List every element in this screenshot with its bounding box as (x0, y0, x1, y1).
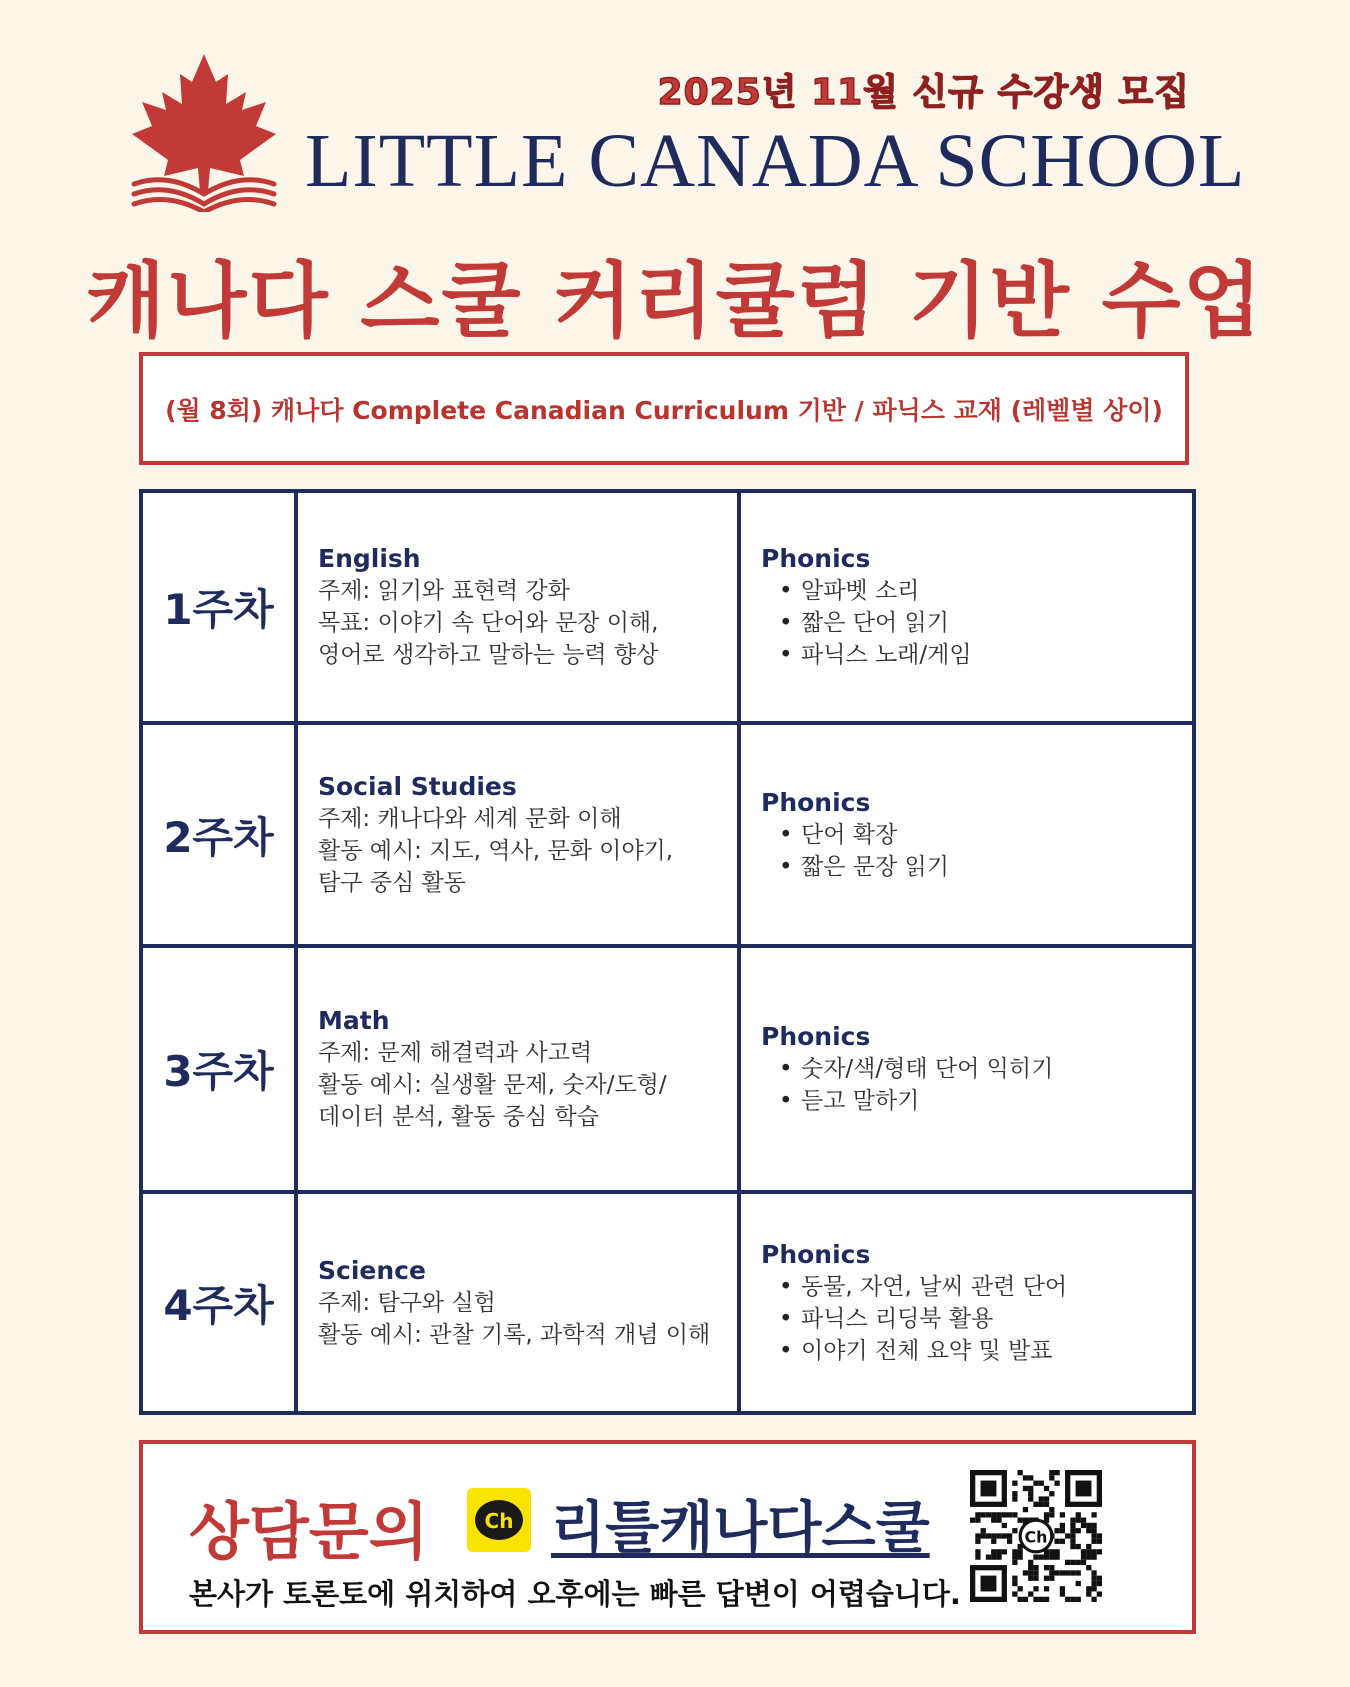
table-row (141, 491, 1194, 723)
table-row (141, 723, 1194, 946)
phonics-cell (739, 491, 1194, 723)
subject-line: 탐구 중심 활동 (318, 869, 466, 896)
list-item: • 이야기 전체 요약 및 발표 (779, 1335, 1191, 1367)
headline: 캐나다 스쿨 커리큘럼 기반 수업 (86, 254, 1264, 349)
channel-link[interactable]: 리틀캐나다스쿨 (551, 1496, 930, 1561)
list-item: • 동물, 자연, 날씨 관련 단어 (779, 1271, 1191, 1303)
subject-line: 활동 예시: 실생활 문제, 숫자/도형/ (318, 1072, 667, 1098)
list-item: • 짧은 단어 읽기 (779, 607, 1191, 639)
contact-label: 상담문의 (189, 1495, 429, 1568)
week-label: 4주차 (141, 1192, 296, 1413)
subject-cell (296, 491, 739, 723)
week-label: 3주차 (141, 946, 296, 1192)
subject-line: 주제: 읽기와 표현력 강화 (318, 578, 570, 604)
subject-line: 주제: 문제 해결력과 사고력 (318, 1040, 593, 1066)
maple-leaf-icon (128, 52, 280, 212)
subject-title: Math (318, 1006, 390, 1035)
subject-title: English (318, 544, 421, 573)
subject-line: 주제: 캐나다와 세계 문화 이해 (318, 805, 622, 832)
subject-cell (296, 946, 739, 1192)
list-item: • 짧은 문장 읽기 (779, 851, 1191, 883)
table-row (141, 946, 1194, 1192)
subject-title: Social Studies (318, 771, 517, 801)
phonics-title: Phonics (761, 1022, 871, 1051)
subtitle-text: (월 8회) 캐나다 Complete Canadian Curriculum 기반 / 파닉스 교재 (레벨별 상이) (165, 395, 1163, 425)
subject-cell (296, 1192, 739, 1413)
subject-line: 활동 예시: 관찰 기록, 과학적 개념 이해 (318, 1321, 711, 1348)
list-item: • 알파벳 소리 (779, 575, 1191, 607)
school-name: LITTLE CANADA SCHOOL (305, 119, 1246, 203)
phonics-title: Phonics (761, 1239, 871, 1269)
phonics-title: Phonics (761, 544, 871, 573)
subject-line: 활동 예시: 지도, 역사, 문화 이야기, (318, 837, 674, 864)
list-item: • 단어 확장 (779, 819, 1191, 851)
phonics-cell (739, 723, 1194, 946)
qr-code[interactable] (970, 1470, 1102, 1602)
subject-title: Science (318, 1255, 426, 1285)
list-item: • 파닉스 노래/게임 (779, 639, 1191, 671)
subject-line: 데이터 분석, 활동 중심 학습 (318, 1104, 599, 1130)
table-row (141, 1192, 1194, 1413)
phonics-cell (739, 1192, 1194, 1413)
contact-box (139, 1440, 1196, 1634)
subject-line: 목표: 이야기 속 단어와 문장 이해, (318, 610, 659, 636)
list-item: • 듣고 말하기 (779, 1085, 1191, 1117)
subject-line: 주제: 탐구와 실험 (318, 1289, 496, 1316)
curriculum-table (139, 489, 1196, 1415)
phonics-title: Phonics (761, 787, 871, 817)
recruit-banner: 2025년 11월 신규 수강생 모집 (657, 72, 1190, 113)
subject-line: 영어로 생각하고 말하는 능력 향상 (318, 642, 659, 668)
list-item: • 숫자/색/형태 단어 익히기 (779, 1053, 1191, 1085)
list-item: • 파닉스 리딩북 활용 (779, 1303, 1191, 1335)
qr-center-text: Ch (1024, 1527, 1048, 1547)
kakao-icon-text: Ch (484, 1509, 514, 1533)
week-label: 2주차 (141, 723, 296, 946)
week-label: 1주차 (141, 491, 296, 723)
kakao-channel-icon[interactable] (467, 1488, 531, 1552)
subject-cell (296, 723, 739, 946)
contact-note: 본사가 토론토에 위치하여 오후에는 빠른 답변이 어렵습니다. (189, 1577, 961, 1611)
phonics-cell (739, 946, 1194, 1192)
subtitle-box (139, 352, 1189, 465)
